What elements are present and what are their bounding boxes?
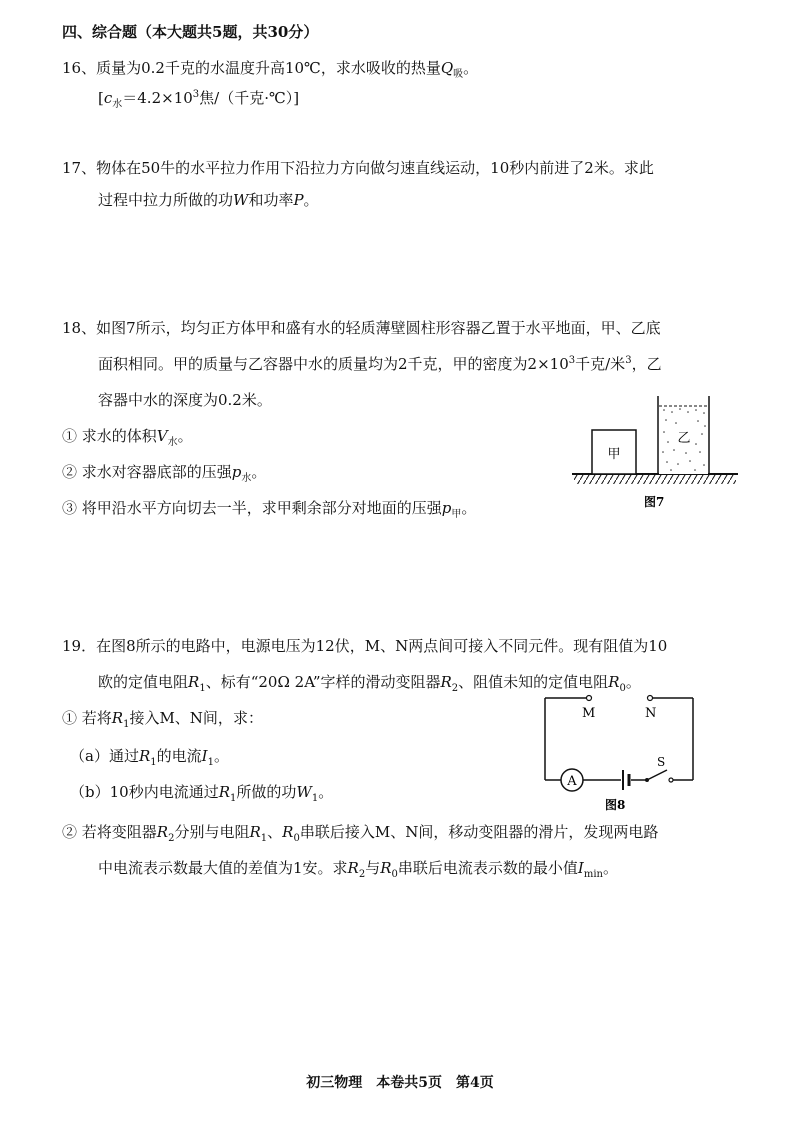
q19-sub-b-r1-sub: 1 — [230, 793, 237, 804]
label-m: M — [582, 706, 596, 721]
q19-sub2c: 、 — [267, 823, 283, 841]
q19-sub-b-text2: 所做的功 — [236, 783, 297, 801]
q19-sub2-r0-sub: 0 — [293, 833, 300, 844]
q19-sub1a: ① 若将 — [62, 709, 112, 727]
q18-sub2-text: ② 求水对容器底部的压强 — [62, 463, 232, 481]
q18-sub2 — [62, 462, 266, 482]
q18-p-water-sub: 水 — [241, 473, 252, 484]
q18-line2-end: ，乙 — [631, 355, 662, 373]
q19-sub1-r1-sub: 1 — [123, 719, 130, 730]
switch-contact — [669, 778, 673, 782]
q18-p-jia-symbol: p — [441, 499, 452, 517]
q16-c-sub: 水 — [112, 99, 123, 110]
q19-sub2a: ② 若将变阻器 — [62, 823, 157, 841]
q18-sub2-end: 。 — [251, 463, 267, 481]
q16-given-value: ＝4.2×10 — [122, 89, 193, 107]
q18-sub1-end: 。 — [177, 427, 193, 445]
q16-given — [98, 88, 299, 108]
figure-8 — [535, 690, 705, 815]
q19-sub2-line2-r2: R — [347, 859, 359, 877]
q19-i1-sub: 1 — [207, 757, 214, 768]
ammeter-label: A — [567, 774, 577, 789]
q17-text: 物体在50牛的水平拉力作用下沿拉力方向做匀速直线运动，10秒内前进了2米。求此 — [96, 159, 654, 177]
page-footer: 初三物理 本卷共5页 第4页 — [306, 1075, 494, 1091]
q19-line2b: 、标有“20Ω 2A”字样的滑动变阻器 — [205, 673, 441, 691]
q17-line2-text: 过程中拉力所做的功 — [98, 191, 234, 209]
q19-sub1b: 接入M、N间，求： — [129, 709, 263, 727]
q19-sub2d: 串联后接入M、N间，移动变阻器的滑片，发现两电路 — [299, 823, 659, 841]
q19-sub-a-text2: 的电流 — [156, 747, 202, 765]
q19-r0: R — [608, 673, 620, 691]
q19-sub2-line2c: 串联后电流表示数的最小值 — [397, 859, 578, 877]
q19-sub2-r2-sub: 2 — [168, 833, 175, 844]
q19-sub2-line2b: 与 — [365, 859, 381, 877]
q18-text: 如图7所示，均匀正方体甲和盛有水的轻质薄壁圆柱形容器乙置于水平地面，甲、乙底 — [96, 319, 661, 337]
switch-blade — [647, 770, 667, 780]
q18-sub3-text: ③ 将甲沿水平方向切去一半，求甲剩余部分对地面的压强 — [62, 499, 442, 517]
q16-c-symbol: c — [103, 89, 113, 107]
q19-sub2-line2a: 中电流表示数最大值的差值为1安。求 — [98, 859, 348, 877]
q19-sub2-line2-r0-sub: 0 — [391, 869, 398, 880]
q16-q-sub: 吸 — [453, 69, 464, 80]
terminal-n — [648, 696, 653, 701]
q19-sub-b-text: （b）10秒内电流通过 — [70, 783, 219, 801]
q19-sub1-r1: R — [111, 709, 124, 727]
q18-line3: 容器中水的深度为0.2米。 — [98, 391, 272, 409]
q19-i1: I — [201, 747, 208, 765]
q18-unit: 千克/米 — [575, 355, 626, 373]
q17-and: 和功率 — [248, 191, 294, 209]
q18-p-jia-sub: 甲 — [451, 509, 462, 520]
q16-given-unit: 焦/（千克·℃）] — [199, 89, 300, 107]
q17-p-symbol: P — [293, 191, 304, 209]
q18-unit-exponent: 3 — [625, 355, 632, 366]
q19-w1: W — [296, 783, 312, 801]
q19-line1 — [62, 636, 667, 656]
q19-sub2b: 分别与电阻 — [174, 823, 250, 841]
label-s: S — [657, 755, 666, 769]
q18-number: 18、 — [62, 319, 97, 337]
q18-sub1 — [62, 426, 193, 446]
q19-imin: I — [577, 859, 584, 877]
q19-sub-a — [70, 746, 229, 766]
figure-8-label: 图8 — [605, 798, 626, 812]
q18-sub3 — [62, 498, 476, 518]
q19-sub-a-r1-sub: 1 — [150, 757, 157, 768]
q18-v-symbol: V — [156, 427, 168, 445]
q17-number: 17、 — [62, 159, 97, 177]
q19-sub1 — [62, 708, 263, 728]
q17-end: 。 — [303, 191, 319, 209]
q16-number: 16、 — [62, 59, 97, 77]
q19-line2d: 。 — [625, 673, 641, 691]
q19-number: 19． — [62, 637, 97, 655]
q19-r0-sub: 0 — [619, 683, 626, 694]
q19-sub2-line2 — [98, 858, 618, 878]
cube-jia-label: 甲 — [607, 447, 621, 462]
q16-line1 — [62, 58, 478, 78]
q19-imin-sub: min — [583, 869, 603, 880]
q19-sub2-line1 — [62, 822, 658, 842]
switch-pivot — [645, 778, 649, 782]
q19-line2a: 欧的定值电阻 — [98, 673, 189, 691]
q19-sub-b-end: 。 — [318, 783, 334, 801]
q18-sub1-text: ① 求水的体积 — [62, 427, 157, 445]
q17-line2 — [98, 190, 319, 210]
q19-sub-a-text: （a）通过 — [70, 747, 139, 765]
q19-w1-sub: 1 — [311, 793, 319, 804]
q19-sub2-r1-sub: 1 — [260, 833, 268, 844]
section-title: 四、综合题（本大题共5题，共30分） — [62, 23, 319, 41]
q19-r1: R — [188, 673, 200, 691]
container-yi-label: 乙 — [677, 431, 691, 446]
q18-exponent: 3 — [568, 355, 576, 366]
q19-sub-a-r1: R — [138, 747, 151, 765]
q18-v-sub: 水 — [167, 437, 178, 448]
q16-q-symbol: Q — [440, 59, 454, 77]
q18-line2 — [98, 354, 662, 374]
q17-line1 — [62, 158, 654, 178]
terminal-m — [587, 696, 592, 701]
q19-sub-b-r1: R — [218, 783, 230, 801]
q16-exponent: 3 — [192, 89, 200, 100]
ground-hatch — [574, 474, 736, 484]
q19-sub2-r0: R — [282, 823, 294, 841]
q16-text: 质量为0.2千克的水温度升高10℃，求水吸收的热量 — [96, 59, 441, 77]
q19-sub2-r1: R — [249, 823, 261, 841]
q18-line1 — [62, 318, 661, 338]
q19-r2: R — [440, 673, 452, 691]
q16-bracket-open: [ — [98, 89, 104, 107]
label-n: N — [645, 706, 657, 721]
q19-r1-sub: 1 — [199, 683, 206, 694]
q19-sub2-line2-r2-sub: 2 — [358, 869, 366, 880]
q19-sub-b — [70, 782, 333, 802]
q19-sub2-line2-r0: R — [380, 859, 392, 877]
q19-r2-sub: 2 — [451, 683, 459, 694]
figure-7-label: 图7 — [644, 495, 665, 509]
q16-end: 。 — [463, 59, 479, 77]
figure-7 — [568, 390, 748, 515]
q19-sub-a-end: 。 — [213, 747, 229, 765]
q18-p-water-symbol: p — [231, 463, 242, 481]
q17-w-symbol: W — [233, 191, 249, 209]
q19-text: 在图8所示的电路中，电源电压为12伏，M、N两点间可接入不同元件。现有阻值为10 — [96, 637, 668, 655]
q19-line2c: 、阻值未知的定值电阻 — [458, 673, 609, 691]
q19-sub2-r2: R — [156, 823, 169, 841]
q19-line2 — [98, 672, 641, 692]
q19-sub2-end: 。 — [602, 859, 618, 877]
q18-line2-text: 面积相同。甲的质量与乙容器中水的质量均为2千克，甲的密度为2×10 — [98, 355, 569, 373]
q18-sub3-end: 。 — [461, 499, 477, 517]
